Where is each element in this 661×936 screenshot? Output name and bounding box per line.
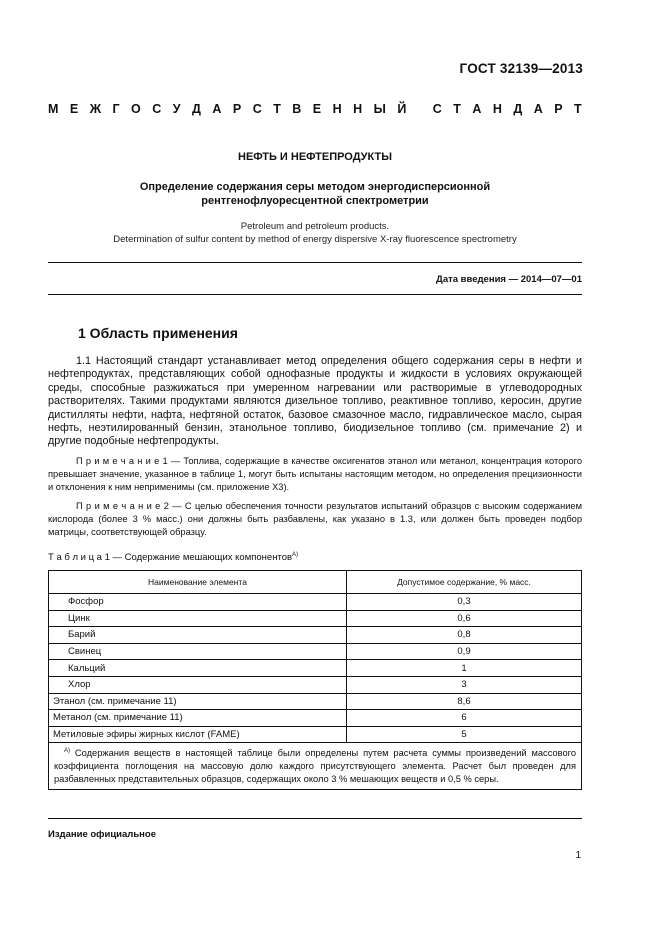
element-value: 0,3 [347,594,582,611]
banner-letter: Н [492,102,502,116]
note-label: П р и м е ч а н и е 1 [76,456,168,466]
table-row [49,627,582,644]
banner-letter: А [533,102,543,116]
table-row [49,610,582,627]
table-row [49,643,582,660]
element-value: 3 [347,676,582,693]
table-caption [48,552,298,563]
divider [48,262,582,263]
banner-letter: Д [192,102,201,116]
footnote-sup: А) [64,748,70,755]
banner-letter: Ж [89,102,102,116]
banner-letter: О [131,102,141,116]
banner-letter: Р [554,102,563,116]
subtitle-line: Определение содержания серы методом энергодисперсионной [139,181,491,193]
element-name: Фосфор [49,594,347,611]
english-title [48,220,582,246]
element-name: Этанол (см. примечание 11) [49,693,347,710]
element-value: 6 [347,710,582,727]
interfering-components-table [48,570,582,790]
table-row [49,693,582,710]
banner-letter: Н [353,102,363,116]
footer-divider [48,818,582,819]
banner-letter: Й [397,102,407,116]
table-caption-label: Т а б л и ц а 1 [48,552,110,564]
element-name: Метанол (см. примечание 11) [49,710,347,727]
document-subtitle [48,180,582,208]
table-row [49,726,582,743]
note-2 [48,500,582,539]
table-row [49,710,582,727]
banner-gap [418,102,421,116]
column-header-content: Допустимое содержание, % масс. [347,571,582,594]
table-row [49,676,582,693]
table-footnote [49,743,582,790]
element-name: Метиловые эфиры жирных кислот (FAME) [49,726,347,743]
page-number: 1 [575,850,581,861]
banner-letter: Ы [373,102,386,116]
element-value: 1 [347,660,582,677]
banner-letter: С [432,102,442,116]
element-name: Хлор [49,676,347,693]
interstate-standard-banner [48,102,582,116]
banner-letter: Т [453,102,461,116]
element-value: 8,6 [347,693,582,710]
note-label: П р и м е ч а н и е 2 [76,501,169,511]
banner-letter: В [292,102,302,116]
element-value: 0,9 [347,643,582,660]
element-value: 0,6 [347,610,582,627]
element-value: 5 [347,726,582,743]
table-caption-sup: А) [292,552,299,558]
banner-letter: Т [574,102,582,116]
banner-letter: У [172,102,181,116]
element-name: Кальций [49,660,347,677]
element-name: Свинец [49,643,347,660]
official-edition: Издание официальное [48,829,156,840]
section-heading: 1 Область применения [78,325,238,341]
table-row [49,594,582,611]
banner-letter: Г [112,102,120,116]
note-text: — С целью обеспечения точности результатов испытаний образцов с высоким содержанием кислорода (более 3 % масс.) они должны быть разбавлены, как указано в 1.3, или должен быть проведен подбор матрицы, соответствующей образцу. [48,501,582,537]
banner-letter: С [252,102,262,116]
element-name: Барий [49,627,347,644]
introduction-date: Дата введения — 2014—07—01 [436,274,582,285]
banner-letter: Е [69,102,79,116]
document-title: НЕФТЬ И НЕФТЕПРОДУКТЫ [238,151,392,163]
element-name: Цинк [49,610,347,627]
banner-letter: Е [312,102,322,116]
table-caption-text: — Содержание мешающих компонентов [109,552,293,564]
subtitle-line: рентгенофлуоресцентной спектрометрии [201,195,429,207]
table-footnote-row [49,743,582,790]
banner-letter: С [152,102,162,116]
footnote-text: Содержания веществ в настоящей таблице были определены путем расчета суммы произведений массового коэффициента поглощения на массовую долю каждого присутствующего элемента. Расчет был проведен для разбавленных представительных образцов, содержащих около 3 % мешающих веществ и 0,5 % серы. [54,748,576,785]
banner-letter: Т [273,102,281,116]
banner-letter: Д [513,102,523,116]
column-header-element: Наименование элемента [49,571,347,594]
banner-letter: А [472,102,482,116]
standard-code: ГОСТ 32139—2013 [459,61,583,76]
banner-letter: А [212,102,222,116]
banner-letter: Р [232,102,242,116]
note-text: — Топлива, содержащие в качестве оксигенатов этанол или метанол, концентрация которого превышает значение, указанное в таблице 1, могут быть испытаны настоящим методом, но определения прецизионности и отклонения к ним неприменимы (см. приложение Х3). [48,456,582,492]
divider [48,294,582,295]
note-1 [48,455,582,494]
section-paragraph: 1.1 Настоящий стандарт устанавливает метод определения общего содержания серы в нефти и нефтепродуктах, представляющих собой однофазные продукты и жидкости в условиях окружающей среды, способные разжижаться при умеренном нагревании или растворимые в углеводородных растворителях. Такими продуктами являются дизельное топливо, реактивное топливо, керосин, другие дистилляты нефти, нафта, нефтяной остаток, базовое смазочное масло, гидравлическое масло, сырая нефть, неэтилированный бензин, этанольное топливо, биодизельное топливо (см. примечание 2) и другие подобные нефтепродукты. [48,355,582,448]
banner-letter: Н [332,102,342,116]
english-title-line: Determination of sulfur content by method of energy dispersive X-ray fluorescence spectrometry [113,234,517,245]
table-header-row [49,571,582,594]
english-title-line: Petroleum and petroleum products. [240,221,390,232]
table-row [49,660,582,677]
banner-letter: М [48,102,59,116]
element-value: 0,8 [347,627,582,644]
